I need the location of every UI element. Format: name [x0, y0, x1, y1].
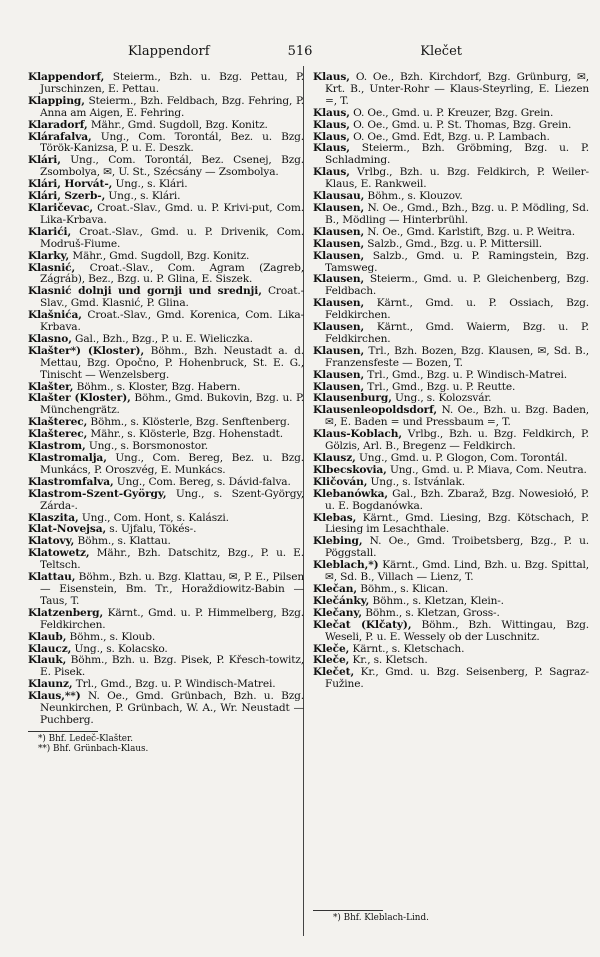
entry-details: Trl., Gmd., Bzg. u. P. Windisch-Matrei. — [364, 368, 567, 381]
entry-details: s. Ujfalu, Tökés-. — [106, 523, 197, 536]
gazetteer-entry — [313, 322, 589, 346]
gazetteer-entry — [313, 620, 589, 644]
entry-headword: Klári, Szerb-, — [28, 190, 106, 203]
entry-details: Kr., Gmd. u. Bzg. Seisenberg, P. Sagraz-Fužine. — [325, 666, 589, 691]
entry-details: N. Oe., Gmd. Grünbach, Bzh. u. Bzg. Neunkirchen, P. Grünbach, W. A., Wr. Neustadt — Puchberg. — [40, 690, 304, 726]
entry-headword: Klebas, — [313, 511, 357, 524]
entry-headword: Klausen, — [313, 249, 365, 262]
entry-details: Trl., Gmd., Bzg. u. P. Windisch-Matrei. — [72, 678, 276, 691]
entry-headword: Klaub, — [28, 630, 67, 643]
entry-headword: Klarići, — [28, 225, 72, 238]
entry-details: Böhm., s. Klican. — [356, 582, 449, 595]
entry-headword: Klasno, — [28, 332, 72, 345]
gazetteer-entry — [28, 203, 304, 227]
footnote-rule — [28, 731, 98, 732]
entry-headword: Klaus, — [313, 166, 350, 179]
entry-headword: Klastromfalva, — [28, 475, 114, 488]
entry-details: Kärnt., Gmd. Liesing, Bzg. Kötschach, P. Liesing im Lesachthale. — [325, 511, 589, 536]
entry-details: Ung., Com. Torontál, Bez. Csenej, Bzg. Zsombolya, ✉, U. St., Szécsány — Zsombolya. — [40, 154, 304, 179]
entry-headword: Klebanówka, — [313, 487, 388, 500]
entry-headword: Klečánky, — [313, 594, 370, 607]
entry-headword: Klaus, — [313, 106, 350, 119]
entry-details: Böhm., Bzh. Wittingau, Bzg. Weseli, P. u. E. Wessely ob der Luschnitz. — [325, 618, 589, 643]
header-left-keyword: Klappendorf — [128, 44, 210, 59]
gazetteer-entry — [313, 203, 589, 227]
gazetteer-entry — [28, 263, 304, 287]
entry-details: Böhm., s. Kloster, Bzg. Habern. — [73, 380, 241, 393]
entry-headword: Klausen, — [313, 368, 365, 381]
header-right-keyword: Klečet — [420, 44, 462, 59]
entry-headword: Klausen, — [313, 237, 365, 250]
gazetteer-entry — [313, 274, 589, 298]
entry-details: Ung., s. Borsmonostor. — [85, 440, 208, 453]
gazetteer-entry — [28, 655, 304, 679]
entry-details: Mähr., Gmd. Sugdoll, Bzg. Konitz. — [69, 249, 250, 262]
gazetteer-entry — [28, 132, 304, 156]
gazetteer-entry — [313, 405, 589, 429]
gazetteer-entry — [28, 346, 304, 382]
entry-headword: Klausen, — [313, 380, 365, 393]
entry-details: Croat.-Slav., Gmd. u. P. Krivi-put, Com. Lika-Krbava. — [40, 201, 304, 226]
entry-details: Böhm., s. Kloub. — [66, 630, 156, 643]
entry-details: Salzb., Gmd. u. P. Ramingstein, Bzg. Tamsweg. — [325, 249, 589, 274]
entry-headword: Klasnić dolnji und gornji und srednji, — [28, 285, 262, 298]
entry-details: Ung., s. Klári. — [112, 178, 188, 191]
entry-headword: Klaunz, — [28, 678, 73, 691]
entry-headword: Klausen, — [313, 297, 365, 310]
entry-details: Steierm., Bzh. Gröbming, Bzg. u. P. Schladming. — [325, 142, 589, 167]
entry-details: Ung., s. Kolacsko. — [71, 642, 168, 655]
gazetteer-entry — [28, 548, 304, 572]
entry-details: Salzb., Gmd., Bzg. u. P. Mittersill. — [364, 237, 542, 250]
gazetteer-entry — [313, 513, 589, 537]
gazetteer-entry — [313, 72, 589, 108]
gazetteer-entry — [28, 453, 304, 477]
left-footnote: *) Bhf. Ledeč-Klašter. — [38, 733, 133, 744]
entry-headword: Klečan, — [313, 582, 357, 595]
entry-details: Böhm., s. Kletzan, Gross-. — [362, 606, 500, 619]
gazetteer-entry — [313, 167, 589, 191]
entry-details: N. Oe., Gmd. Troibetsberg, Bzg., P. u. Pöggstall. — [325, 535, 589, 560]
entry-headword: Klastrom, — [28, 440, 86, 453]
entry-headword: Klausz, — [313, 452, 356, 464]
entry-details: Ung., s. Szent-György, Zárda-. — [40, 487, 304, 512]
entry-headword: Klaus, — [313, 71, 350, 83]
gazetteer-entry — [313, 251, 589, 275]
entry-details: Gal., Bzh. Zbaraž, Bzg. Nowesiołó, P. u. E. Bogdanówka. — [325, 487, 589, 512]
entry-details: Böhm., Bzh. Neustadt a. d. Mettau, Bzg. Opočno, P. Hohenbruck, St. E. G., Tinischt — Wenzelsberg. — [40, 344, 304, 381]
gazetteer-entry — [28, 393, 304, 417]
gazetteer-entry — [313, 143, 589, 167]
entry-details: Kärnt., Gmd. Waierm, Bzg. u. P. Feldkirchen. — [325, 321, 589, 345]
entry-details: Böhm., s. Klösterle, Bzg. Senftenberg. — [87, 416, 290, 429]
entry-details: Steierm., Bzh. u. Bzg. Pettau, P. Jurschinzen, E. Pettau. — [40, 71, 304, 95]
entry-headword: Klašnića, — [28, 309, 82, 322]
gazetteer-entry — [313, 560, 589, 584]
entry-headword: Klasnić, — [28, 261, 76, 274]
gazetteer-entry — [28, 72, 304, 96]
right-column — [313, 72, 589, 691]
entry-headword: Klári, — [28, 154, 61, 167]
gazetteer-entry — [28, 572, 304, 608]
entry-details: Gal., Bzh., Bzg., P. u. E. Wieliczka. — [71, 332, 253, 345]
entry-headword: Klatzenberg, — [28, 606, 104, 619]
gazetteer-entry — [28, 227, 304, 251]
entry-headword: Kleče, — [313, 654, 350, 667]
entry-headword: Klastromalja, — [28, 452, 107, 464]
entry-details: Ung., s. Klári. — [105, 190, 181, 203]
entry-details: N. Oe., Bzh. u. Bzg. Baden, ✉, E. Baden = und Pressbaum =, T. — [325, 404, 589, 429]
gazetteer-entry — [313, 489, 589, 513]
entry-headword: Klaradorf, — [28, 118, 88, 131]
entry-details: Croat.-Slav., Com. Agram (Zagreb, Zágráb), Bez., Bzg. u. P. Glina, E. Siszek. — [40, 261, 304, 286]
left-footnote: **) Bhf. Grünbach-Klaus. — [38, 743, 149, 754]
entry-details: Ung., Com. Bereg, Bez. u. Bzg. Munkács, P. Oroszvég, E. Munkács. — [40, 452, 304, 476]
entry-headword: Klaszita, — [28, 511, 79, 524]
entry-headword: Klárafalva, — [28, 130, 92, 143]
entry-details: Vrlbg., Bzh. u. Bzg. Feldkirch, P. Gölzis, Arl. B., Bregenz — Feldkirch. — [325, 428, 589, 453]
gazetteer-entry — [28, 96, 304, 120]
gazetteer-entry — [28, 691, 304, 727]
entry-details: Ung., Gmd. u. P. Glogon, Com. Torontál. — [355, 452, 568, 464]
entry-details: O. Oe., Gmd. Edt, Bzg. u. P. Lambach. — [349, 130, 550, 143]
entry-headword: Klašter (Kloster), — [28, 392, 131, 405]
entry-details: Trl., Bzh. Bozen, Bzg. Klausen, ✉, Sd. B., Franzensfeste — Bozen, T. — [325, 344, 589, 369]
entry-headword: Klatowetz, — [28, 547, 90, 560]
entry-headword: Klaus-Koblach, — [313, 428, 402, 441]
entry-headword: Klaus, — [313, 142, 350, 155]
entry-details: Ung., s. Kolozsvár. — [391, 392, 492, 405]
entry-details: Böhm., Gmd. Bukovin, Bzg. u. P. Münchengrätz. — [40, 392, 304, 417]
entry-headword: Klauk, — [28, 654, 67, 667]
entry-headword: Klausau, — [313, 190, 365, 203]
entry-details: Croat.-Slav., Gmd. Klasnić, P. Glina. — [40, 285, 304, 310]
entry-headword: Klausen, — [313, 225, 365, 238]
entry-details: Böhm., s. Klouzov. — [364, 190, 463, 203]
entry-details: Kärnt., Gmd. u. P. Himmelberg, Bzg. Feldkirchen. — [40, 606, 304, 631]
entry-details: Steierm., Bzh. Feldbach, Bzg. Fehring, P. Anna am Aigen, E. Fehring. — [40, 94, 304, 119]
entry-headword: Klat-Novejsa, — [28, 523, 107, 536]
entry-details: N. Oe., Gmd. Karlstift, Bzg. u. P. Weitra. — [364, 225, 575, 238]
entry-details: Böhm., s. Kletzan, Klein-. — [369, 594, 504, 607]
entry-details: Ung., s. Istvánlak. — [367, 475, 465, 488]
gazetteer-entry — [28, 489, 304, 513]
left-column — [28, 72, 304, 754]
entry-details: Steierm., Gmd. u. P. Gleichenberg, Bzg. Feldbach. — [325, 273, 589, 298]
entry-details: Kr., s. Kletsch. — [349, 654, 428, 667]
entry-headword: Klašter*) (Kloster), — [28, 344, 145, 357]
entry-details: Kärnt., s. Kletschach. — [349, 642, 465, 655]
entry-details: Ung., Com. Torontál, Bez. u. Bzg. Török-Kanizsa, P. u. E. Deszk. — [40, 130, 304, 155]
entry-headword: Klattau, — [28, 571, 76, 584]
gazetteer-entry — [28, 608, 304, 632]
entry-details: Kärnt., Gmd. u. P. Ossiach, Bzg. Feldkirchen. — [325, 297, 589, 322]
entry-headword: Klappendorf, — [28, 71, 105, 83]
entry-headword: Klbecskovia, — [313, 463, 387, 476]
right-footnote-area — [313, 906, 589, 923]
entry-details: Mähr., Bzh. Datschitz, Bzg., P. u. E. Teltsch. — [40, 547, 304, 572]
entry-headword: Kličován, — [313, 475, 368, 488]
entry-headword: Klečat (Klčaty), — [313, 618, 412, 631]
entry-headword: Klastrom-Szent-György, — [28, 487, 167, 500]
page-header — [28, 40, 572, 64]
entry-details: Mähr., Gmd. Sugdoll, Bzg. Konitz. — [87, 118, 268, 131]
entry-headword: Klausen, — [313, 273, 365, 286]
entry-headword: Klausenleopoldsdorf, — [313, 404, 437, 417]
gazetteer-entry — [313, 346, 589, 370]
entry-headword: Klatovy, — [28, 535, 75, 548]
entry-headword: Klarky, — [28, 249, 70, 262]
entry-headword: Kleče, — [313, 642, 350, 655]
entry-headword: Klaus,**) — [28, 690, 81, 703]
entry-headword: Klapping, — [28, 94, 85, 107]
entry-details: O. Oe., Gmd. u. P. Kreuzer, Bzg. Grein. — [349, 106, 554, 119]
entry-details: Ung., Gmd. u. P. Miava, Com. Neutra. — [386, 463, 587, 476]
entry-details: Croat.-Slav., Gmd. Korenica, Com. Lika-Krbava. — [40, 309, 304, 334]
gazetteer-entry — [28, 286, 304, 310]
entry-details: Ung., Com. Bereg, s. Dávid-falva. — [113, 475, 291, 488]
entry-headword: Klaucz, — [28, 642, 72, 655]
gazetteer-entry — [28, 155, 304, 179]
entry-details: Trl., Gmd., Bzg. u. P. Reutte. — [364, 380, 516, 393]
gazetteer-entry — [313, 667, 589, 691]
entry-details: N. Oe., Gmd., Bzh., Bzg. u. P. Mödling, Sd. B., Mödling — Hinterbrühl. — [325, 201, 589, 226]
right-footnote: *) Bhf. Kleblach-Lind. — [333, 913, 429, 923]
footnote-rule — [313, 910, 383, 911]
entry-headword: Klečet, — [313, 666, 355, 679]
gazetteer-entry — [313, 429, 589, 453]
gazetteer-entry — [313, 536, 589, 560]
entry-headword: Klári, Horvát-, — [28, 178, 113, 191]
entry-headword: Kleblach,*) — [313, 559, 379, 572]
entry-headword: Klaus, — [313, 130, 350, 143]
entry-details: Vrlbg., Bzh. u. Bzg. Feldkirch, P. Weiler-Klaus, E. Rankweil. — [325, 166, 589, 191]
entry-headword: Klausenburg, — [313, 392, 392, 405]
entry-headword: Klašterec, — [28, 416, 88, 429]
entry-details: Böhm., s. Klattau. — [74, 535, 171, 548]
entry-headword: Klašterec, — [28, 428, 88, 441]
entry-details: O. Oe., Gmd. u. P. St. Thomas, Bzg. Grein. — [349, 118, 572, 131]
gazetteer-entry — [313, 298, 589, 322]
entry-headword: Klašter, — [28, 380, 74, 393]
entry-details: Böhm., Bzh. u. Bzg. Pisek, P. Křesch-towitz, E. Pisek. — [40, 654, 304, 679]
entry-headword: Klaus, — [313, 118, 350, 131]
gazetteer-entry — [28, 310, 304, 334]
entry-details: Croat.-Slav., Gmd. u. P. Drivenik, Com. Modruš-Fiume. — [40, 225, 304, 250]
entry-details: O. Oe., Bzh. Kirchdorf, Bzg. Grünburg, ✉, Krt. B., Unter-Rohr — Klaus-Steyrling, E. Liezen =, T. — [325, 71, 589, 107]
page-number: 516 — [287, 44, 313, 59]
entry-details: Mähr., s. Klösterle, Bzg. Hohenstadt. — [87, 428, 283, 441]
entry-details: Ung., Com. Hont, s. Kalászi. — [78, 511, 229, 524]
entry-headword: Klausen, — [313, 201, 365, 214]
entry-headword: Klausen, — [313, 321, 365, 334]
entry-headword: Klečany, — [313, 606, 363, 619]
entry-headword: Klebing, — [313, 535, 363, 548]
entry-headword: Klausen, — [313, 344, 365, 357]
entry-details: Kärnt., Gmd. Lind, Bzh. u. Bzg. Spittal, ✉, Sd. B., Villach — Lienz, T. — [325, 559, 589, 584]
entry-details: Böhm., Bzh. u. Bzg. Klattau, ✉, P. E., Pilsen — Eisenstein, Bm. Tr., Horaždiowitz-Babin — Taus, T. — [40, 571, 304, 607]
entry-headword: Klaričevac, — [28, 201, 93, 214]
